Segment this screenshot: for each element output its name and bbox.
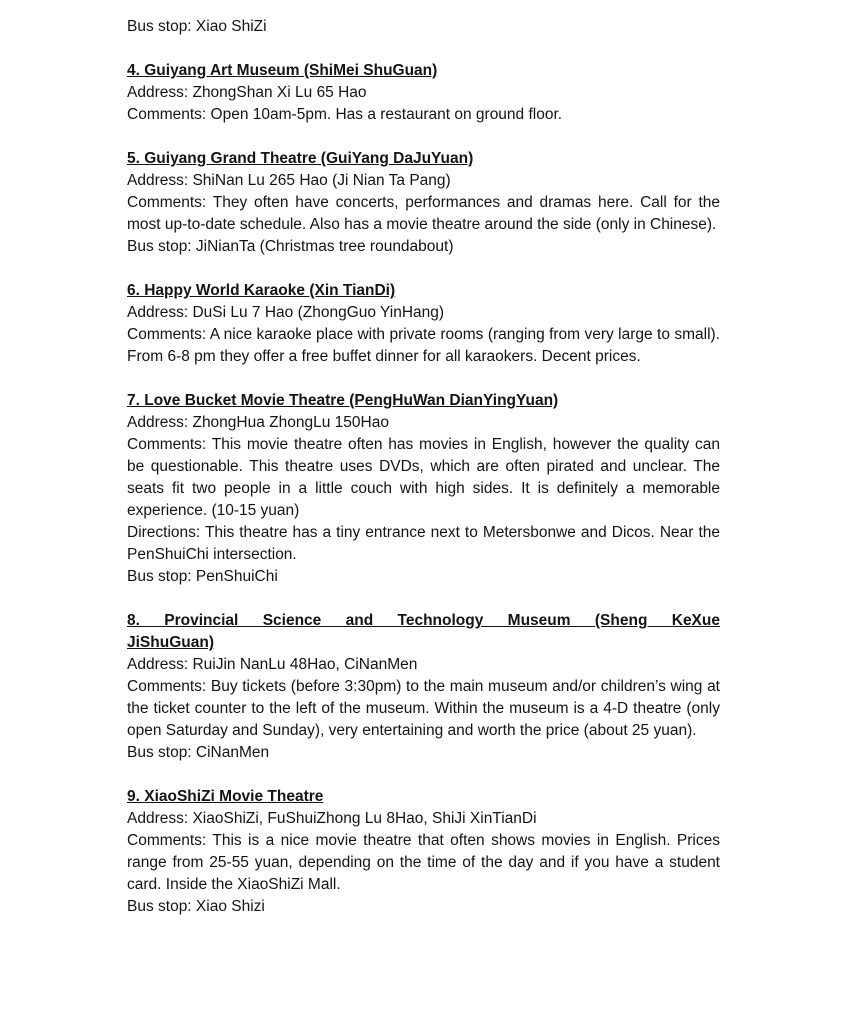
venue-section-6 (127, 280, 720, 368)
venue-section-9 (127, 786, 720, 918)
comments-paragraph: Comments: They often have concerts, performances and dramas here. Call for the most up-to-date schedule. Also has a movie theatre around the side (only in Chinese). (127, 194, 720, 233)
bus-stop-line: Bus stop: CiNanMen (127, 744, 270, 761)
bus-stop-line: Bus stop: Xiao ShiZi (127, 18, 267, 35)
venue-heading: 4. Guiyang Art Museum (ShiMei ShuGuan) (127, 62, 438, 79)
venue-heading: 9. XiaoShiZi Movie Theatre (127, 788, 324, 805)
comments-paragraph: Comments: Open 10am-5pm. Has a restaurant on ground floor. (127, 106, 563, 123)
venue-section-7 (127, 390, 720, 588)
venue-section-4 (127, 60, 720, 126)
comments-paragraph: Comments: Buy tickets (before 3:30pm) to the main museum and/or children’s wing at the ticket counter to the left of the museum. Within the museum is a 4-D theatre (only open Saturday and Sunday), very entertaining and worth the price (about 25 yuan). (127, 678, 720, 739)
venue-heading-line-2: JiShuGuan) (127, 634, 214, 651)
bus-stop-line: Bus stop: JiNianTa (Christmas tree roundabout) (127, 238, 454, 255)
address-line: Address: ZhongShan Xi Lu 65 Hao (127, 84, 367, 101)
venue-heading (127, 610, 720, 654)
bus-stop-line: Bus stop: Xiao Shizi (127, 898, 265, 915)
venue-heading: 5. Guiyang Grand Theatre (GuiYang DaJuYuan) (127, 150, 474, 167)
comments-paragraph: Comments: This is a nice movie theatre that often shows movies in English. Prices range from 25-55 yuan, depending on the time of the day and if you have a student card. Inside the XiaoShiZi Mall. (127, 832, 720, 893)
directions-paragraph: Directions: This theatre has a tiny entrance next to Metersbonwe and Dicos. Near the PenShuiChi intersection. (127, 524, 720, 563)
comments-paragraph: Comments: A nice karaoke place with private rooms (ranging from very large to small). From 6-8 pm they offer a free buffet dinner for all karaokers. Decent prices. (127, 326, 720, 365)
venue-section-8 (127, 610, 720, 764)
comments-paragraph: Comments: This movie theatre often has movies in English, however the quality can be questionable. This theatre uses DVDs, which are often pirated and unclear. The seats fit two people in a little couch with high sides. It is definitely a memorable experience. (10-15 yuan) (127, 436, 720, 519)
venue-heading-line-1: 8. Provincial Science and Technology Museum (Sheng KeXue (127, 612, 720, 629)
address-line: Address: ShiNan Lu 265 Hao (Ji Nian Ta Pang) (127, 172, 451, 189)
venue-heading: 7. Love Bucket Movie Theatre (PengHuWan DianYingYuan) (127, 392, 559, 409)
address-line: Address: XiaoShiZi, FuShuiZhong Lu 8Hao, ShiJi XinTianDi (127, 810, 537, 827)
venue-section-5 (127, 148, 720, 258)
venue-heading: 6. Happy World Karaoke (Xin TianDi) (127, 282, 396, 299)
bus-stop-line: Bus stop: PenShuiChi (127, 568, 278, 585)
address-line: Address: DuSi Lu 7 Hao (ZhongGuo YinHang) (127, 304, 445, 321)
address-line: Address: ZhongHua ZhongLu 150Hao (127, 414, 389, 431)
address-line: Address: RuiJin NanLu 48Hao, CiNanMen (127, 656, 418, 673)
